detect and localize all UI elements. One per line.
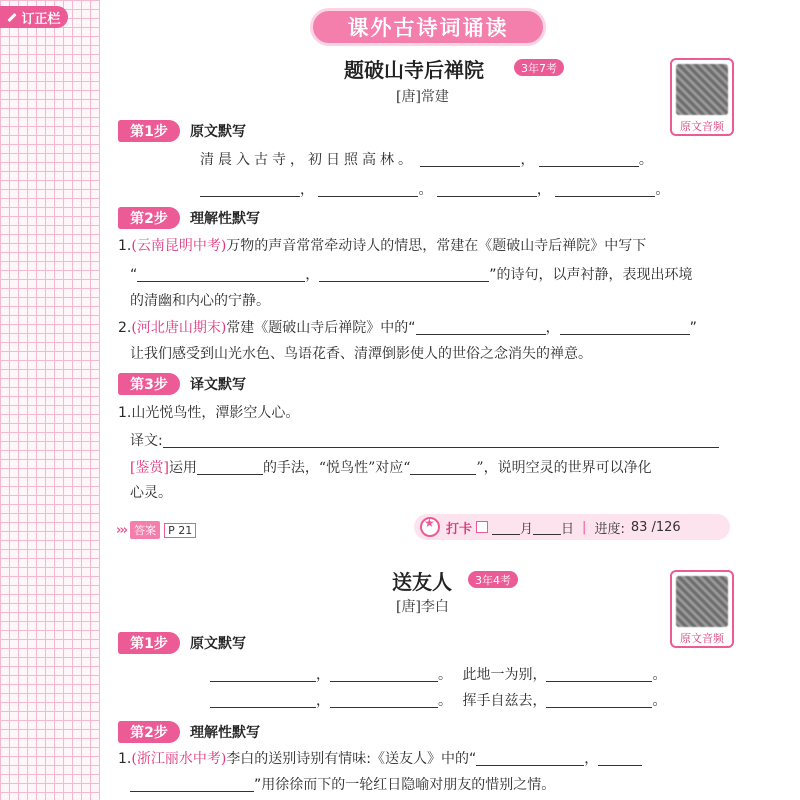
question-text: 万物的声音常常牵动诗人的情思，常建在《题破山寺后禅院》中写下 [226, 238, 647, 254]
step-header [118, 120, 246, 142]
answer-reference [116, 521, 196, 539]
question-1 [118, 233, 646, 259]
pencil-icon [8, 12, 17, 21]
question-2-line2: 让我们感受到山光水色、鸟语花香、清潭倒影使人的世俗之念消失的禅意。 [130, 346, 592, 362]
question-text: ”用徐徐而下的一轮红日隐喻对朋友的惜别之情。 [254, 777, 556, 793]
appreciation-tag: [鉴赏] [130, 460, 169, 476]
question-1-line3: 的清幽和内心的宁静。 [130, 293, 270, 309]
punct: ， [584, 751, 599, 767]
recite-line [200, 147, 653, 173]
punct: 。 [438, 693, 452, 709]
audio-qr-code[interactable] [670, 58, 734, 136]
poem-author: [唐]李白 [396, 599, 449, 615]
question-source: (浙江丽水中考) [131, 751, 227, 767]
correction-tag-label: 订正栏 [21, 11, 61, 27]
question-1 [118, 746, 642, 772]
recite-line [210, 688, 666, 714]
punct: ， [316, 693, 330, 709]
answer-blank[interactable] [210, 692, 316, 708]
answer-page: P 21 [164, 523, 196, 538]
appreciation-text: 运用 [168, 460, 197, 476]
answer-blank[interactable] [410, 459, 476, 475]
worksheet-page [100, 0, 800, 800]
appreciation-text: ”，说明空灵的世界可以净化 [476, 460, 652, 476]
exam-frequency-badge: 3年4考 [468, 571, 518, 588]
punct: 。 [638, 152, 653, 168]
question-number: 1. [118, 238, 132, 254]
step-title: 原文默写 [190, 636, 246, 652]
step-header [118, 207, 260, 229]
appreciation-line [130, 455, 652, 481]
question-1-line2 [130, 262, 693, 288]
answer-blank[interactable] [137, 266, 305, 282]
step-number: 第3步 [118, 373, 180, 395]
given-verse: 此地一为别， [462, 667, 547, 683]
punct: ， [536, 182, 551, 198]
appreciation-text: 的手法，“悦鸟性”对应“ [262, 460, 411, 476]
question-text: ”的诗句，以声衬静，表现出环境 [489, 267, 693, 283]
day-blank[interactable] [533, 519, 561, 535]
step-title: 理解性默写 [190, 211, 260, 227]
translation-line [130, 428, 719, 454]
question-2 [118, 315, 697, 341]
recite-line [200, 177, 669, 203]
answer-blank[interactable] [163, 432, 719, 448]
correction-grid-margin [0, 0, 100, 800]
answer-blank[interactable] [210, 666, 316, 682]
question-source: (河北唐山期末) [131, 320, 227, 336]
chevrons-icon: ››› [116, 522, 127, 538]
qr-label: 原文音频 [680, 120, 724, 133]
step-title: 理解性默写 [190, 725, 260, 741]
answer-blank[interactable] [200, 181, 300, 197]
punct: ， [300, 182, 314, 198]
answer-blank[interactable] [437, 181, 537, 197]
quote-mark: ” [689, 320, 697, 336]
step-number: 第1步 [118, 120, 180, 142]
quote-mark: “ [130, 267, 138, 283]
answer-blank[interactable] [318, 181, 418, 197]
step-number: 第2步 [118, 721, 180, 743]
answer-blank[interactable] [416, 319, 546, 335]
qr-label: 原文音频 [680, 632, 724, 645]
qr-code-icon [676, 64, 728, 115]
question-number: 1. [118, 751, 132, 767]
progress-label: 进度: [594, 521, 625, 537]
translation-question: 1.山光悦鸟性，潭影空人心。 [118, 405, 300, 421]
translation-label: 译文: [130, 433, 163, 449]
answer-blank[interactable] [598, 750, 642, 766]
progress-value: 83 /126 [630, 519, 681, 535]
step-header [118, 721, 260, 743]
answer-blank[interactable] [546, 666, 652, 682]
punct: ， [305, 267, 320, 283]
question-1-line2 [130, 772, 555, 798]
step-title: 译文默写 [190, 377, 246, 393]
answer-blank[interactable] [130, 776, 254, 792]
appreciation-line2: 心灵。 [130, 485, 172, 501]
month-label: 月 [520, 521, 534, 537]
audio-qr-code[interactable] [670, 570, 734, 648]
checkin-label: 打卡 [446, 521, 473, 537]
punct: 。 [418, 182, 433, 198]
step-title: 原文默写 [190, 124, 246, 140]
punct: 。 [438, 667, 452, 683]
punct: ， [316, 667, 330, 683]
answer-blank[interactable] [330, 666, 438, 682]
punct: ， [545, 320, 560, 336]
checkin-checkbox[interactable] [476, 521, 488, 533]
exam-frequency-badge: 3年7考 [514, 59, 564, 76]
answer-blank[interactable] [555, 181, 655, 197]
day-label: 日 [561, 521, 575, 537]
month-blank[interactable] [492, 519, 520, 535]
answer-blank[interactable] [319, 266, 489, 282]
answer-tag: 答案 [130, 521, 160, 539]
poem-title: 送友人 [392, 570, 452, 594]
answer-blank[interactable] [476, 750, 584, 766]
step-number: 第2步 [118, 207, 180, 229]
poem-title: 题破山寺后禅院 [344, 58, 484, 82]
section-banner: 课外古诗词诵读 [310, 8, 546, 46]
question-text: 李白的送别诗别有情味:《送友人》中的“ [226, 751, 477, 767]
divider: | [582, 519, 587, 535]
punct: 。 [655, 182, 670, 198]
given-verse: 挥手自兹去， [462, 693, 547, 709]
punct: 。 [652, 693, 667, 709]
qr-code-icon [676, 576, 728, 627]
punct: 。 [652, 667, 667, 683]
correction-column-tag [0, 6, 68, 28]
given-verse: 清晨入古寺，初日照高林。 [200, 152, 416, 168]
answer-blank[interactable] [546, 692, 652, 708]
poem-author: [唐]常建 [396, 89, 449, 105]
recite-line [210, 662, 666, 688]
answer-blank[interactable] [197, 459, 263, 475]
question-text: 常建《题破山寺后禅院》中的“ [226, 320, 416, 336]
step-header [118, 632, 246, 654]
step-number: 第1步 [118, 632, 180, 654]
answer-blank[interactable] [539, 151, 639, 167]
answer-blank[interactable] [420, 151, 520, 167]
checkin-bar [414, 514, 730, 540]
punct: ， [520, 152, 535, 168]
question-number: 2. [118, 320, 132, 336]
medal-icon [420, 517, 440, 537]
question-source: (云南昆明中考) [131, 238, 227, 254]
answer-blank[interactable] [330, 692, 438, 708]
answer-blank[interactable] [560, 319, 690, 335]
step-header [118, 373, 246, 395]
